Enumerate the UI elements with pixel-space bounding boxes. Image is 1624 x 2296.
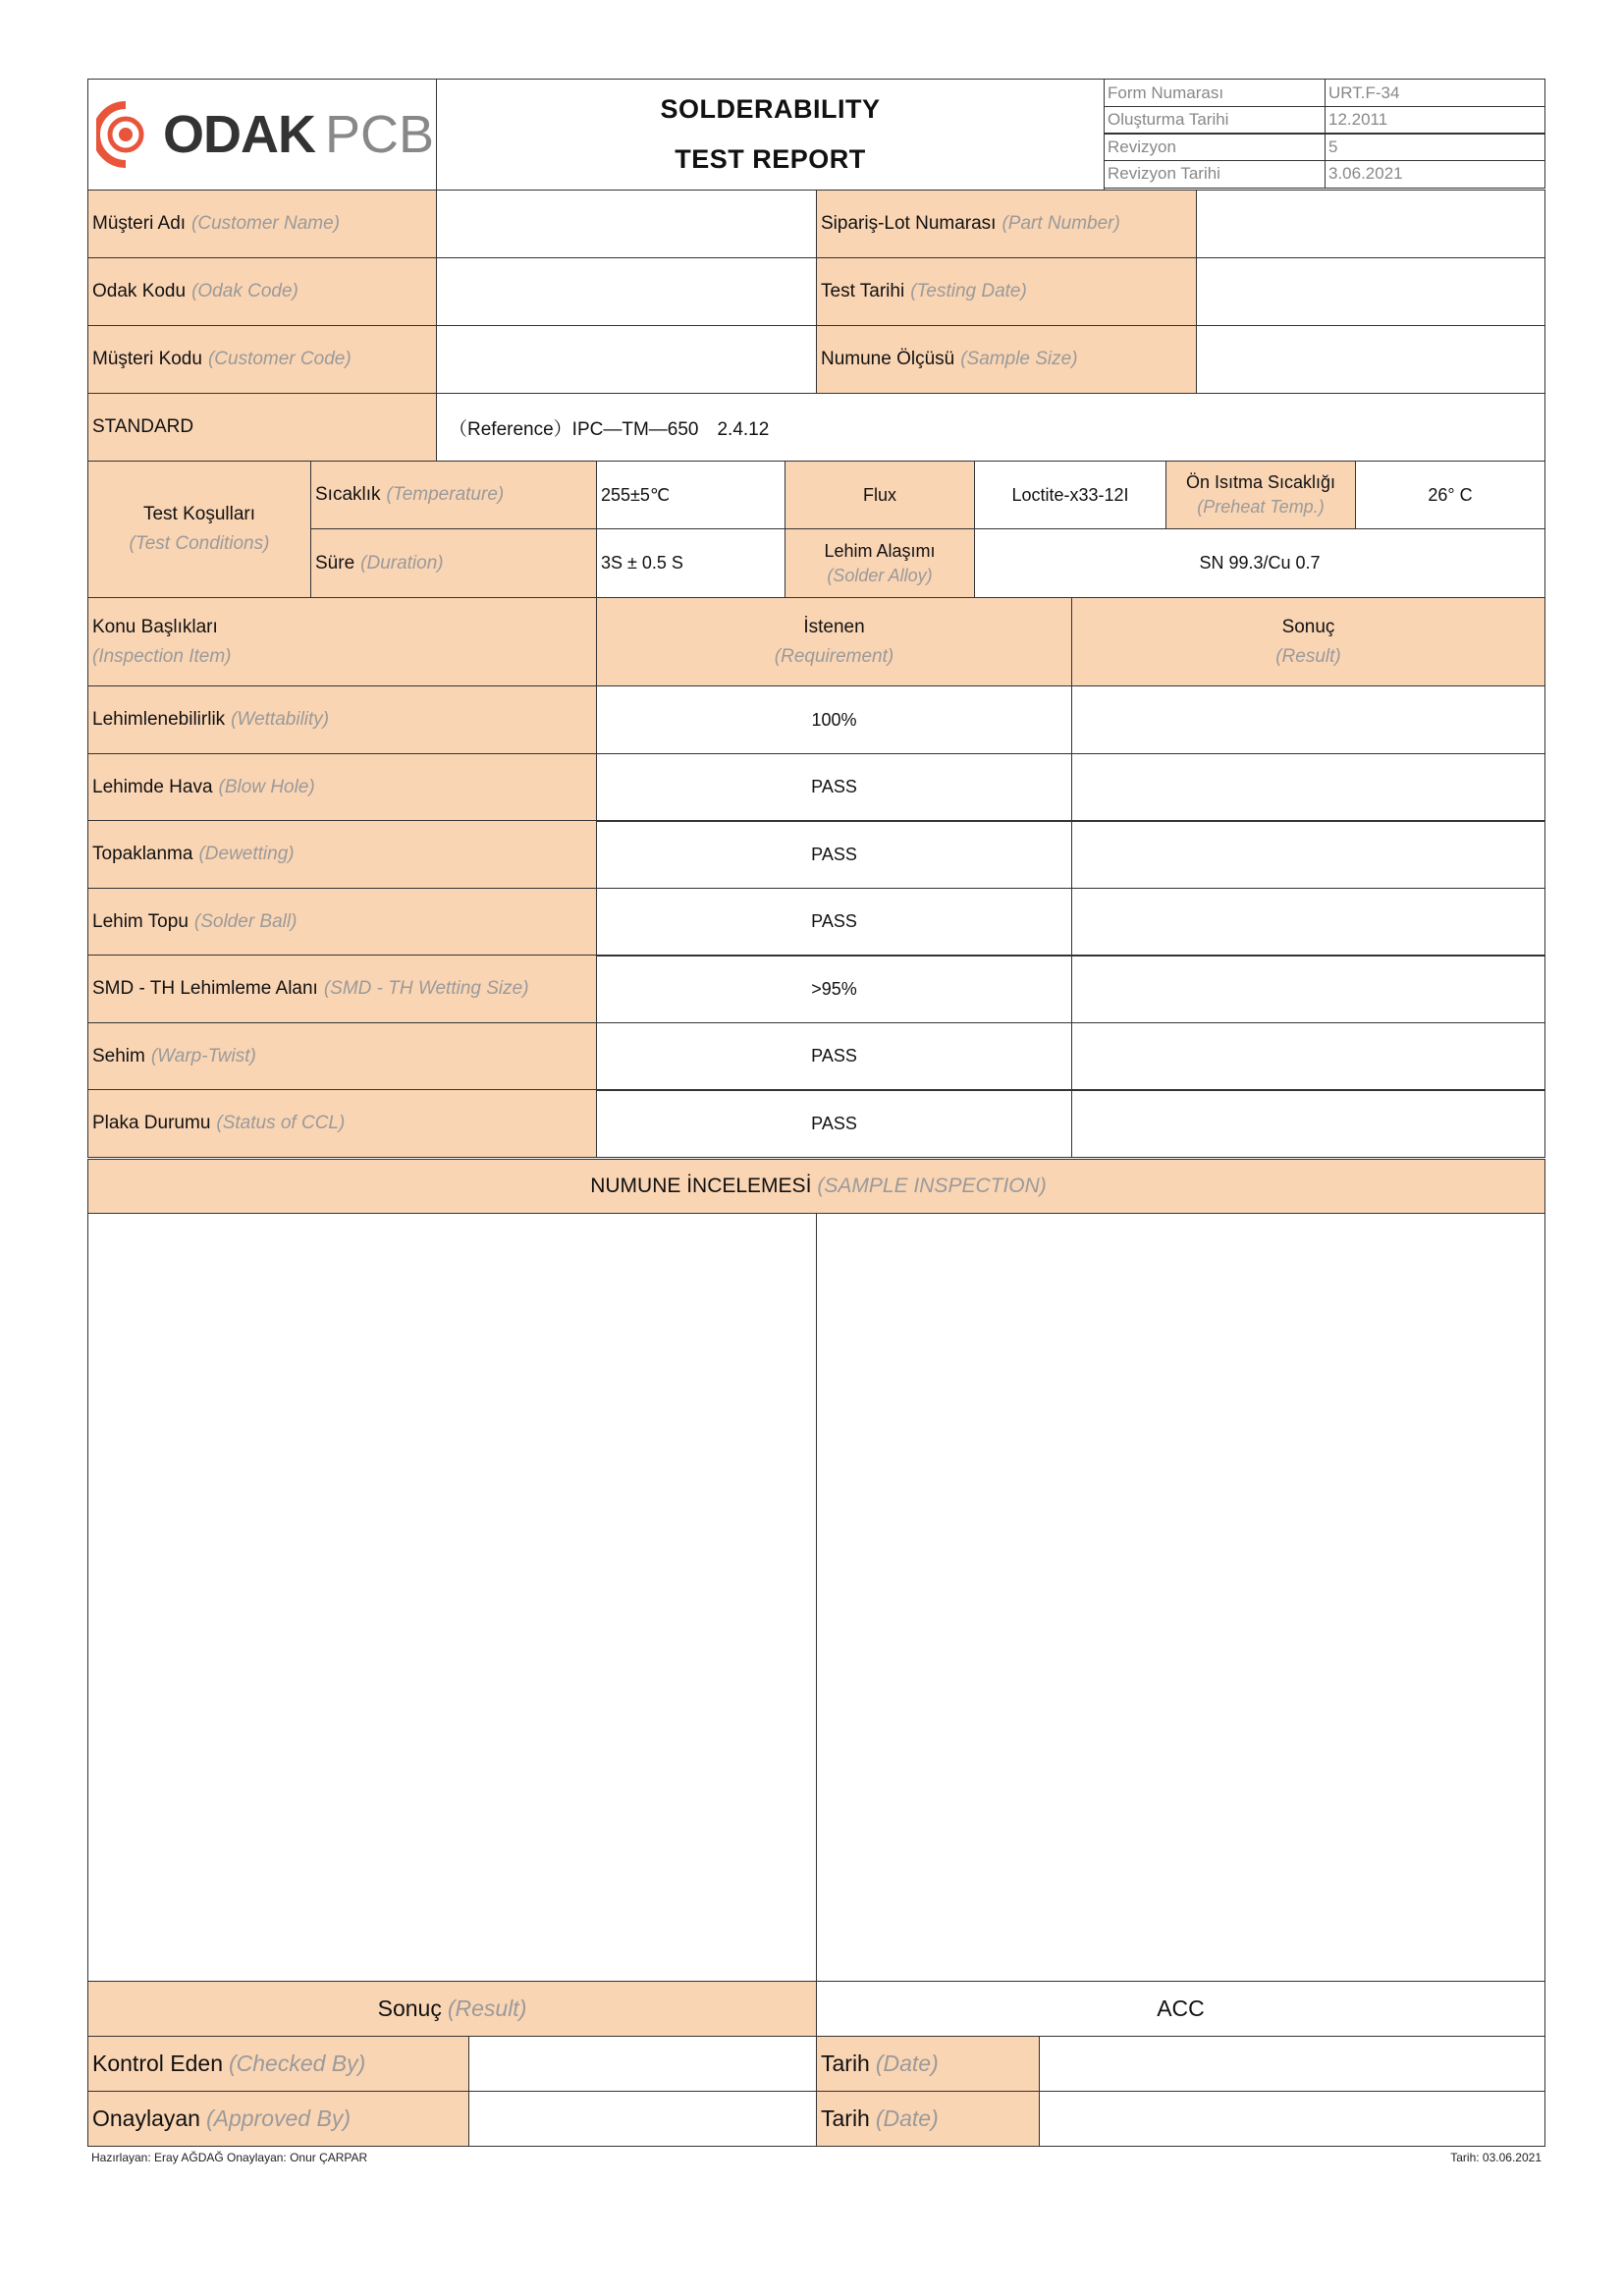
customer-name-field[interactable] bbox=[436, 190, 817, 258]
customer-code-field[interactable] bbox=[436, 325, 817, 394]
inspection-item-header: Konu Başlıkları (Inspection Item) bbox=[87, 597, 597, 686]
testing-date-label: Test Tarihi (Testing Date) bbox=[816, 257, 1197, 326]
checked-by-label: Kontrol Eden (Checked By) bbox=[87, 2036, 469, 2092]
result-field[interactable] bbox=[1071, 820, 1545, 889]
title-line-2: TEST REPORT bbox=[675, 144, 866, 174]
form-meta-value: 12.2011 bbox=[1325, 106, 1545, 135]
approved-by-label: Onaylayan (Approved By) bbox=[87, 2091, 469, 2147]
requirement-value: PASS bbox=[596, 1089, 1072, 1158]
inspection-item-label: Lehim Topu (Solder Ball) bbox=[87, 888, 597, 957]
result-field[interactable] bbox=[1071, 1022, 1545, 1091]
result-value: ACC bbox=[816, 1981, 1545, 2037]
odak-logo-icon bbox=[96, 95, 155, 174]
test-conditions-label: Test Koşulları (Test Conditions) bbox=[87, 461, 311, 598]
preheat-value: 26° C bbox=[1355, 461, 1545, 529]
solder-alloy-value: SN 99.3/Cu 0.7 bbox=[974, 528, 1545, 598]
result-field[interactable] bbox=[1071, 685, 1545, 754]
form-meta-value: 3.06.2021 bbox=[1325, 160, 1545, 189]
inspection-item-label: Sehim (Warp-Twist) bbox=[87, 1022, 597, 1091]
part-number-field[interactable] bbox=[1196, 190, 1545, 258]
inspection-item-label: Plaka Durumu (Status of CCL) bbox=[87, 1089, 597, 1158]
standard-label: STANDARD bbox=[87, 393, 437, 462]
form-meta-value: URT.F-34 bbox=[1325, 79, 1545, 107]
testing-date-field[interactable] bbox=[1196, 257, 1545, 326]
inspection-item-label: Lehimlenebilirlik (Wettability) bbox=[87, 685, 597, 754]
form-meta-label: Oluşturma Tarihi bbox=[1104, 106, 1326, 135]
odak-code-label: Odak Kodu (Odak Code) bbox=[87, 257, 437, 326]
title-line-1: SOLDERABILITY bbox=[660, 94, 881, 124]
customer-name-label: Müşteri Adı (Customer Name) bbox=[87, 190, 437, 258]
result-field[interactable] bbox=[1071, 1089, 1545, 1158]
result-field[interactable] bbox=[1071, 753, 1545, 822]
sample-size-label: Numune Ölçüsü (Sample Size) bbox=[816, 325, 1197, 394]
form-meta-label: Form Numarası bbox=[1104, 79, 1326, 107]
temperature-label: Sıcaklık (Temperature) bbox=[310, 461, 597, 529]
logo-cell bbox=[87, 79, 437, 191]
sample-size-field[interactable] bbox=[1196, 325, 1545, 394]
part-number-label: Sipariş-Lot Numarası (Part Number) bbox=[816, 190, 1197, 258]
sample-image-right[interactable] bbox=[816, 1213, 1545, 1982]
footer-date: Tarih: 03.06.2021 bbox=[1450, 2151, 1542, 2164]
inspection-item-label: SMD - TH Lehimleme Alanı (SMD - TH Wetting Size) bbox=[87, 955, 597, 1023]
footer-prepared-by: Hazırlayan: Eray AĞDAĞ Onaylayan: Onur ÇARPAR bbox=[91, 2151, 368, 2164]
form-meta-value: 5 bbox=[1325, 133, 1545, 161]
duration-value: 3S ± 0.5 S bbox=[596, 528, 785, 598]
approved-by-field[interactable] bbox=[468, 2091, 817, 2147]
inspection-item-label: Lehimde Hava (Blow Hole) bbox=[87, 753, 597, 822]
report-title bbox=[436, 79, 1105, 191]
flux-value: Loctite-x33-12I bbox=[974, 461, 1166, 529]
sample-image-left[interactable] bbox=[87, 1213, 817, 1982]
requirement-value: PASS bbox=[596, 820, 1072, 889]
form-meta-label: Revizyon bbox=[1104, 133, 1326, 161]
checked-by-field[interactable] bbox=[468, 2036, 817, 2092]
requirement-value: 100% bbox=[596, 685, 1072, 754]
solder-alloy-label: Lehim Alaşımı (Solder Alloy) bbox=[785, 528, 975, 598]
approved-date-label: Tarih (Date) bbox=[816, 2091, 1040, 2147]
checked-date-label: Tarih (Date) bbox=[816, 2036, 1040, 2092]
result-label: Sonuç (Result) bbox=[87, 1981, 817, 2037]
logo-suffix: PCB bbox=[325, 105, 435, 164]
checked-date-field[interactable] bbox=[1039, 2036, 1545, 2092]
result-field[interactable] bbox=[1071, 888, 1545, 957]
odak-code-field[interactable] bbox=[436, 257, 817, 326]
inspection-item-label: Topaklanma (Dewetting) bbox=[87, 820, 597, 889]
flux-label: Flux bbox=[785, 461, 975, 529]
customer-code-label: Müşteri Kodu (Customer Code) bbox=[87, 325, 437, 394]
requirement-value: >95% bbox=[596, 955, 1072, 1023]
result-header: Sonuç (Result) bbox=[1071, 597, 1545, 686]
requirement-header: İstenen (Requirement) bbox=[596, 597, 1072, 686]
preheat-label: Ön Isıtma Sıcaklığı (Preheat Temp.) bbox=[1165, 461, 1356, 529]
logo-word: ODAK bbox=[163, 105, 315, 164]
duration-label: Süre (Duration) bbox=[310, 528, 597, 598]
approved-date-field[interactable] bbox=[1039, 2091, 1545, 2147]
temperature-value: 255±5℃ bbox=[596, 461, 785, 529]
form-meta-label: Revizyon Tarihi bbox=[1104, 160, 1326, 189]
requirement-value: PASS bbox=[596, 753, 1072, 822]
standard-value: （Reference）IPC—TM—650 2.4.12 bbox=[436, 393, 1545, 462]
requirement-value: PASS bbox=[596, 888, 1072, 957]
requirement-value: PASS bbox=[596, 1022, 1072, 1091]
sample-inspection-header: NUMUNE İNCELEMESİ (SAMPLE INSPECTION) bbox=[87, 1159, 1545, 1214]
result-field[interactable] bbox=[1071, 955, 1545, 1023]
